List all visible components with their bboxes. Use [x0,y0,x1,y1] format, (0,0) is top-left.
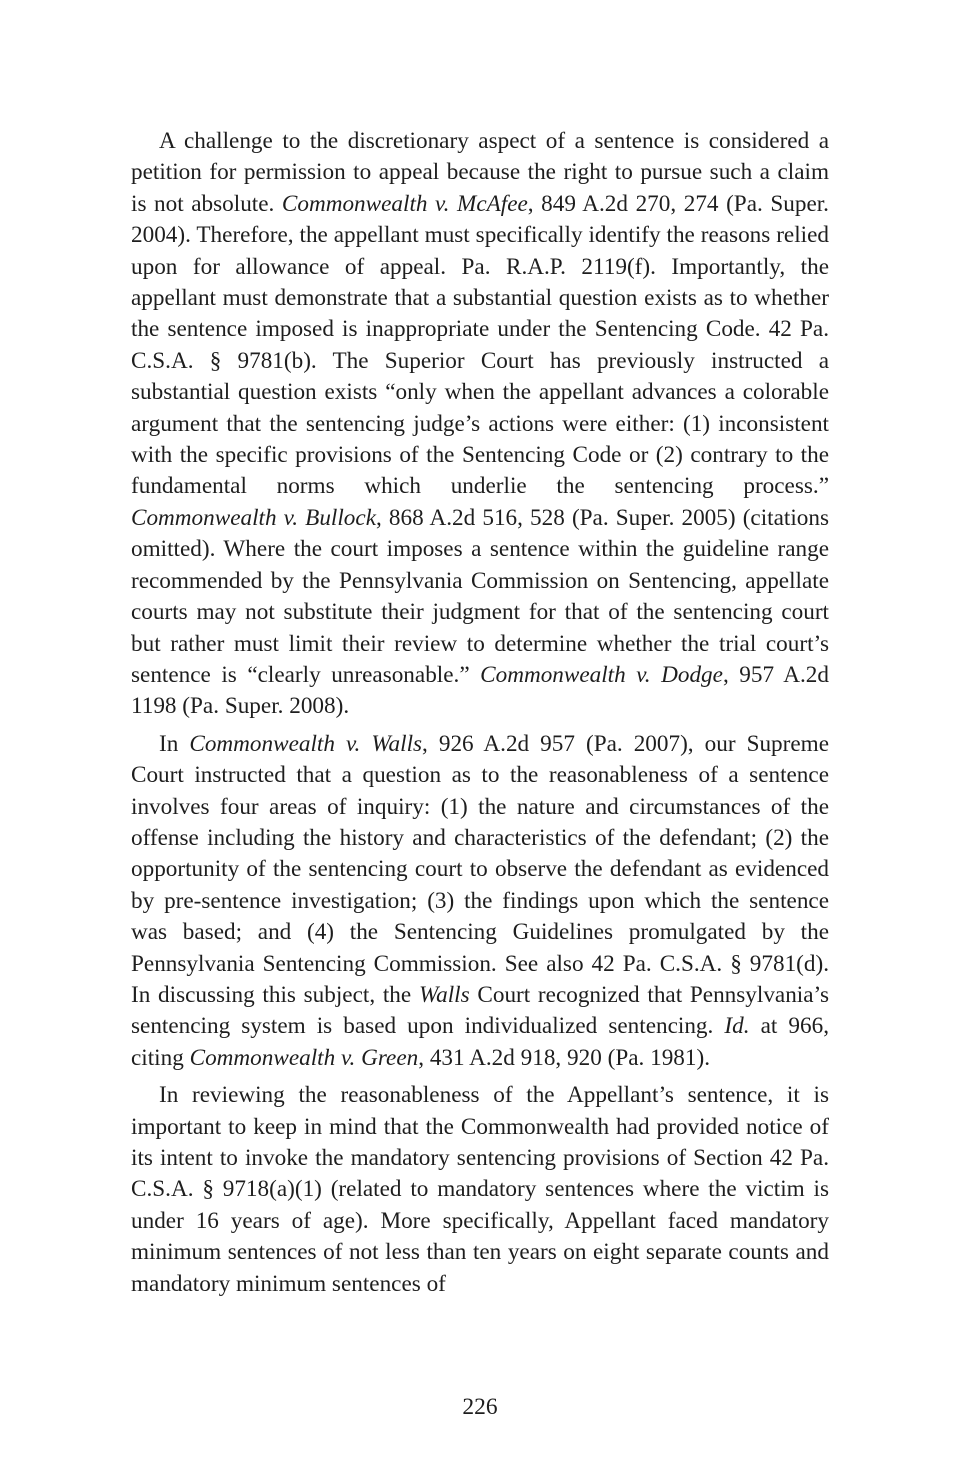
paragraph-text: , 926 A.2d 957 (Pa. 2007), our Supreme Court instructed that a question as to the reasonableness of a sentence involves four areas of inquiry: (1) the nature and circumstances of the offense including the history and characteristics of the defendant; (2) the opportunity of the sentencing court to observe the defendant as evidenced by pre-sentence investigation; (3) the findings upon which the sentence was based; and (4) the Sentencing Guidelines promulgated by the Pennsylvania Sentencing Commission. See also 42 Pa. C.S.A. § 9781(d). In discussing this subject, the [131,730,829,1008]
paragraph-text: , 431 A.2d 918, 920 (Pa. 1981). [418,1044,711,1071]
body-text [131,126,829,1300]
page-number: 226 [462,1394,498,1420]
case-citation: Commonwealth v. McAfee [281,190,528,217]
case-citation: Id. [724,1013,750,1040]
case-citation: Commonwealth v. Dodge [480,661,723,688]
case-citation: Commonwealth v. Bullock [131,504,376,531]
case-citation: Commonwealth v. Walls [189,730,423,757]
paragraph-3 [131,1080,829,1300]
paragraph-text: Court recognized that Pennsylvania’s sentencing system is based upon individualized sentencing. [131,981,829,1040]
paragraph-2 [131,729,829,1074]
paragraph-text: In [159,730,190,757]
paragraph-text: , 868 A.2d 516, 528 (Pa. Super. 2005) (citations omitted). Where the court imposes a sentence within the guideline range recommended by the Pennsylvania Commission on Sentencing, appellate courts may not substitute their judgment for that of the sentencing court but rather must limit their review to determine whether the trial court’s sentence is “clearly unreasonable.” [131,504,829,688]
case-citation: Walls [418,981,470,1008]
paragraph-1 [131,126,829,723]
paragraph-text: A challenge to the discretionary aspect of a sentence is considered a petition for permission to appeal because the right to pursue such a claim is not absolute. [131,128,829,217]
paragraph-text: at 966, citing [131,1013,830,1071]
paragraph-text: In reviewing the reasonableness of the Appellant’s sentence, it is important to keep in mind that the Commonwealth had provided notice of its intent to invoke the mandatory sentencing provisions of Section 42 Pa. C.S.A. § 9718(a)(1) (related to mandatory sentences where the victim is under 16 years of age). More specifically, Appellant faced mandatory minimum sentences of not less than ten years on eight separate counts and mandatory minimum sentences of [131,1082,829,1297]
paragraph-text: , 957 A.2d 1198 (Pa. Super. 2008). [131,661,829,720]
case-citation: Commonwealth v. Green [189,1044,419,1071]
paragraph-text: , 849 A.2d 270, 274 (Pa. Super. 2004). Therefore, the appellant must specifically identify the reasons relied upon for allowance of appeal. Pa. R.A.P. 2119(f). Importantly, the appellant must demonstrate that a substantial question exists as to whether the sentence imposed is inappropriate under the Sentencing Code. 42 Pa. C.S.A. § 9781(b). The Superior Court has previously instructed a substantial question exists “only when the appellant advances a colorable argument that the sentencing judge’s actions were either: (1) inconsistent with the specific provisions of the Sentencing Code or (2) contrary to the fundamental norms which underlie the sentencing process.” [131,190,829,500]
